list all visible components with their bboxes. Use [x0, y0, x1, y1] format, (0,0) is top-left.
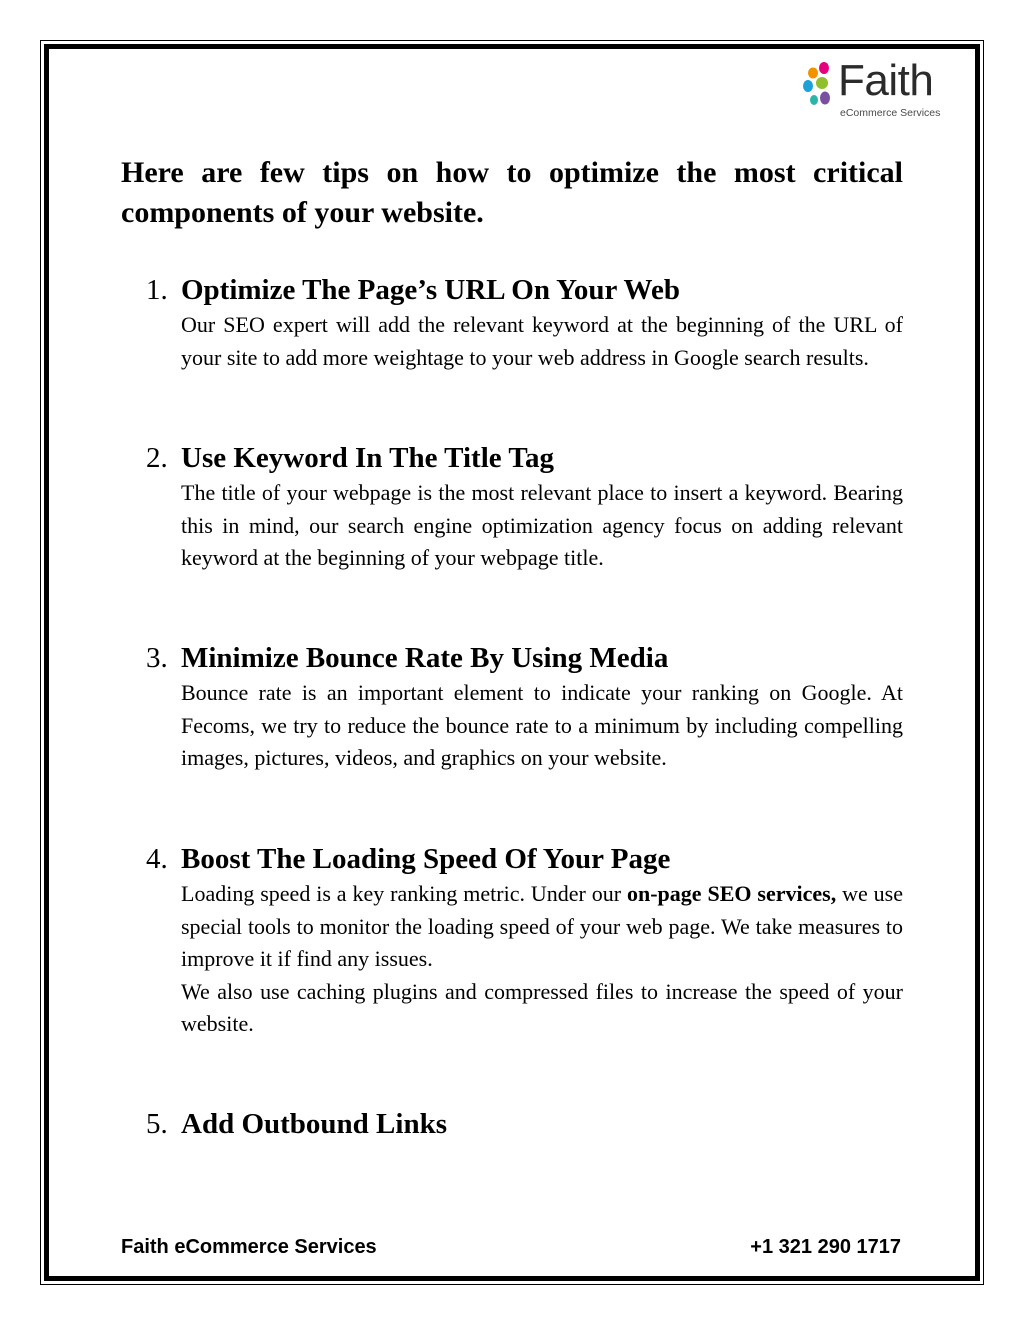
footer-company: Faith eCommerce Services: [121, 1236, 377, 1258]
tip-number: 2.: [146, 442, 168, 474]
logo-petal: [808, 68, 818, 79]
tip-body: [181, 309, 903, 374]
page-heading: Here are few tips on how to optimize the most critical components of your website.: [121, 156, 903, 229]
logo-petal: [820, 92, 830, 105]
tip-number: 4.: [146, 843, 168, 875]
tip-number: 1.: [146, 274, 168, 306]
tip-title: Use Keyword In The Title Tag: [181, 442, 555, 474]
logo-wordmark: Faith: [838, 56, 934, 105]
tip-title: Minimize Bounce Rate By Using Media: [181, 642, 669, 674]
tip-body: [181, 878, 903, 1041]
tip-title: Add Outbound Links: [181, 1108, 447, 1140]
flower-logo-icon: [800, 60, 840, 116]
tip-title: Optimize The Page’s URL On Your Web: [181, 274, 680, 306]
tip-number: 5.: [146, 1108, 168, 1140]
tip-title: Boost The Loading Speed Of Your Page: [181, 843, 671, 875]
tip-paragraph: The title of your webpage is the most relevant place to insert a keyword. Bearing this in mind, our search engine optimization agency focus on adding relevant keyword at the beginning of your webpage title.: [181, 480, 903, 570]
tip-paragraph: [181, 878, 903, 976]
tip-paragraph: Our SEO expert will add the relevant keyword at the beginning of the URL of your site to add more weightage to your web address in Google search results.: [181, 312, 903, 370]
tip-number: 3.: [146, 642, 168, 674]
footer-phone: +1 321 290 1717: [750, 1236, 901, 1258]
logo-tagline: eCommerce Services: [840, 107, 941, 119]
logo-petal: [810, 95, 818, 105]
tip-body: [181, 477, 903, 575]
logo-petal: [816, 77, 828, 89]
logo-petal: [803, 80, 813, 92]
tip-text: we use special tools to monitor the loading speed of your web page. We take measures to improve it if find any issues.: [181, 881, 903, 971]
tip-body: [181, 677, 903, 775]
tip-text: Loading speed is a key ranking metric. Under our: [181, 881, 627, 906]
logo-petal: [819, 62, 829, 74]
company-logo: [800, 58, 970, 122]
seo-services-emphasis: on-page SEO services,: [627, 881, 837, 906]
tip-paragraph: Bounce rate is an important element to indicate your ranking on Google. At Fecoms, we try to reduce the bounce rate to a minimum by including compelling images, pictures, videos, and graphics on your website.: [181, 680, 903, 770]
tip-paragraph: We also use caching plugins and compressed files to increase the speed of your website.: [181, 978, 903, 1036]
